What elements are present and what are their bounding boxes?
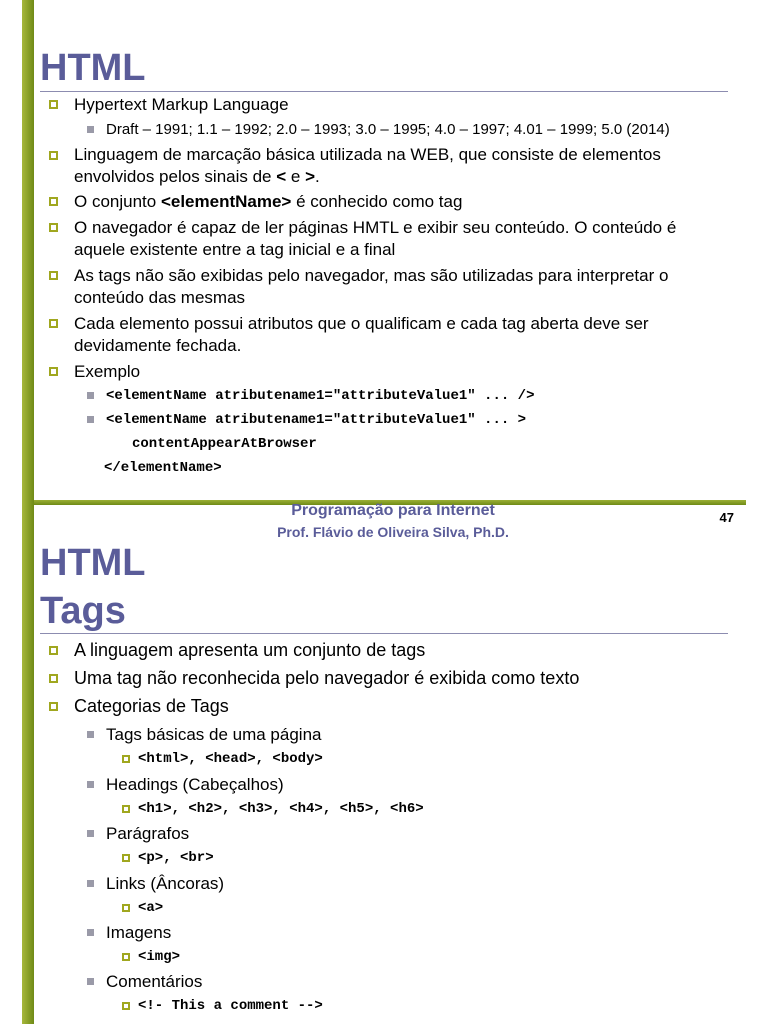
slide-side-bar [22,0,34,500]
sub-bullet-marker [87,731,94,738]
tag-list-marker [122,755,130,763]
slide-47 [0,0,768,500]
slide-side-bar [22,500,34,1024]
text-run: . [315,167,320,186]
slide-title: Tags [40,590,126,632]
category-tags: <!- This a comment --> [138,998,323,1014]
category-label: Links (Âncoras) [106,874,225,893]
tag-list-marker [122,805,130,813]
sub-bullet-marker [87,929,94,936]
category-label: Parágrafos [106,824,190,843]
bullet-marker [49,674,58,683]
bullet-text-continuation: devidamente fechada. [74,336,242,355]
category-label: Comentários [106,972,203,991]
sub-bullet-marker [87,781,94,788]
slide-title: HTML [40,47,146,89]
title-rule [40,91,728,92]
bullet-text: Exemplo [74,362,141,381]
code-line: <elementName atributename1="attributeValue1" ... /> [106,388,535,404]
bullet-marker [49,151,58,160]
slide-title: HTML [40,542,146,584]
bullet-text: Uma tag não reconhecida pelo navegador é exibida como texto [74,668,580,688]
code-line: <elementName atributename1="attributeValue1" ... > [106,412,527,428]
bullet-text-continuation [74,166,320,188]
category-tags: <p>, <br> [138,850,214,866]
category-tags: <img> [138,949,181,965]
sub-bullet-marker [87,392,94,399]
code-line: contentAppearAtBrowser [132,436,317,452]
sub-bullet-text: Draft – 1991; 1.1 – 1992; 2.0 – 1993; 3.0 – 1995; 4.0 – 1997; 4.01 – 1999; 5.0 (2014) [106,121,670,138]
slide-48 [0,500,768,1024]
bullet-text: O navegador é capaz de ler páginas HMTL e exibir seu conteúdo. O conteúdo é [74,218,677,237]
category-label: Headings (Cabeçalhos) [106,775,284,794]
text-run-bold: > [305,167,316,186]
tag-list-marker [122,953,130,961]
tag-list-marker [122,854,130,862]
text-run: O conjunto [74,192,161,211]
page-number: 47 [719,510,734,525]
text-run: e [286,167,306,186]
bullet-marker [49,646,58,655]
bullet-marker [49,100,58,109]
bullet-text: As tags não são exibidas pelo navegador, mas são utilizadas para interpretar o [74,266,669,285]
text-run: envolvidos pelos sinais de [74,167,277,186]
tag-list-marker [122,904,130,912]
title-rule [40,633,728,634]
footer-course: Programação para Internet [291,502,495,519]
code-line: </elementName> [104,460,222,476]
sub-bullet-marker [87,830,94,837]
category-tags: <h1>, <h2>, <h3>, <h4>, <h5>, <h6> [138,801,424,817]
bullet-text: A linguagem apresenta um conjunto de tags [74,640,426,660]
bullet-text-continuation: aquele existente entre a tag inicial e a final [74,240,396,259]
footer-professor: Prof. Flávio de Oliveira Silva, Ph.D. [277,524,509,540]
sub-bullet-marker [87,416,94,423]
bullet-text: Linguagem de marcação básica utilizada na WEB, que consiste de elementos [74,145,661,164]
bullet-marker [49,271,58,280]
bullet-text: Hypertext Markup Language [74,95,289,114]
text-run-bold: <elementName> [160,192,292,211]
sub-bullet-marker [87,126,94,133]
bullet-marker [49,367,58,376]
text-run-bold: < [276,167,287,186]
bullet-text [74,191,462,213]
bullet-text: Cada elemento possui atributos que o qualificam e cada tag aberta deve ser [74,314,649,333]
category-tags: <a> [138,900,164,916]
category-label: Tags básicas de uma página [106,725,322,744]
category-tags: <html>, <head>, <body> [138,751,323,767]
sub-bullet-marker [87,880,94,887]
bullet-marker [49,702,58,711]
tag-list-marker [122,1002,130,1010]
bullet-text: Categorias de Tags [74,696,229,716]
text-run: é conhecido como tag [291,192,463,211]
category-label: Imagens [106,923,172,942]
bullet-marker [49,319,58,328]
bullet-text-continuation: conteúdo das mesmas [74,288,246,307]
bullet-marker [49,223,58,232]
sub-bullet-marker [87,978,94,985]
bullet-marker [49,197,58,206]
